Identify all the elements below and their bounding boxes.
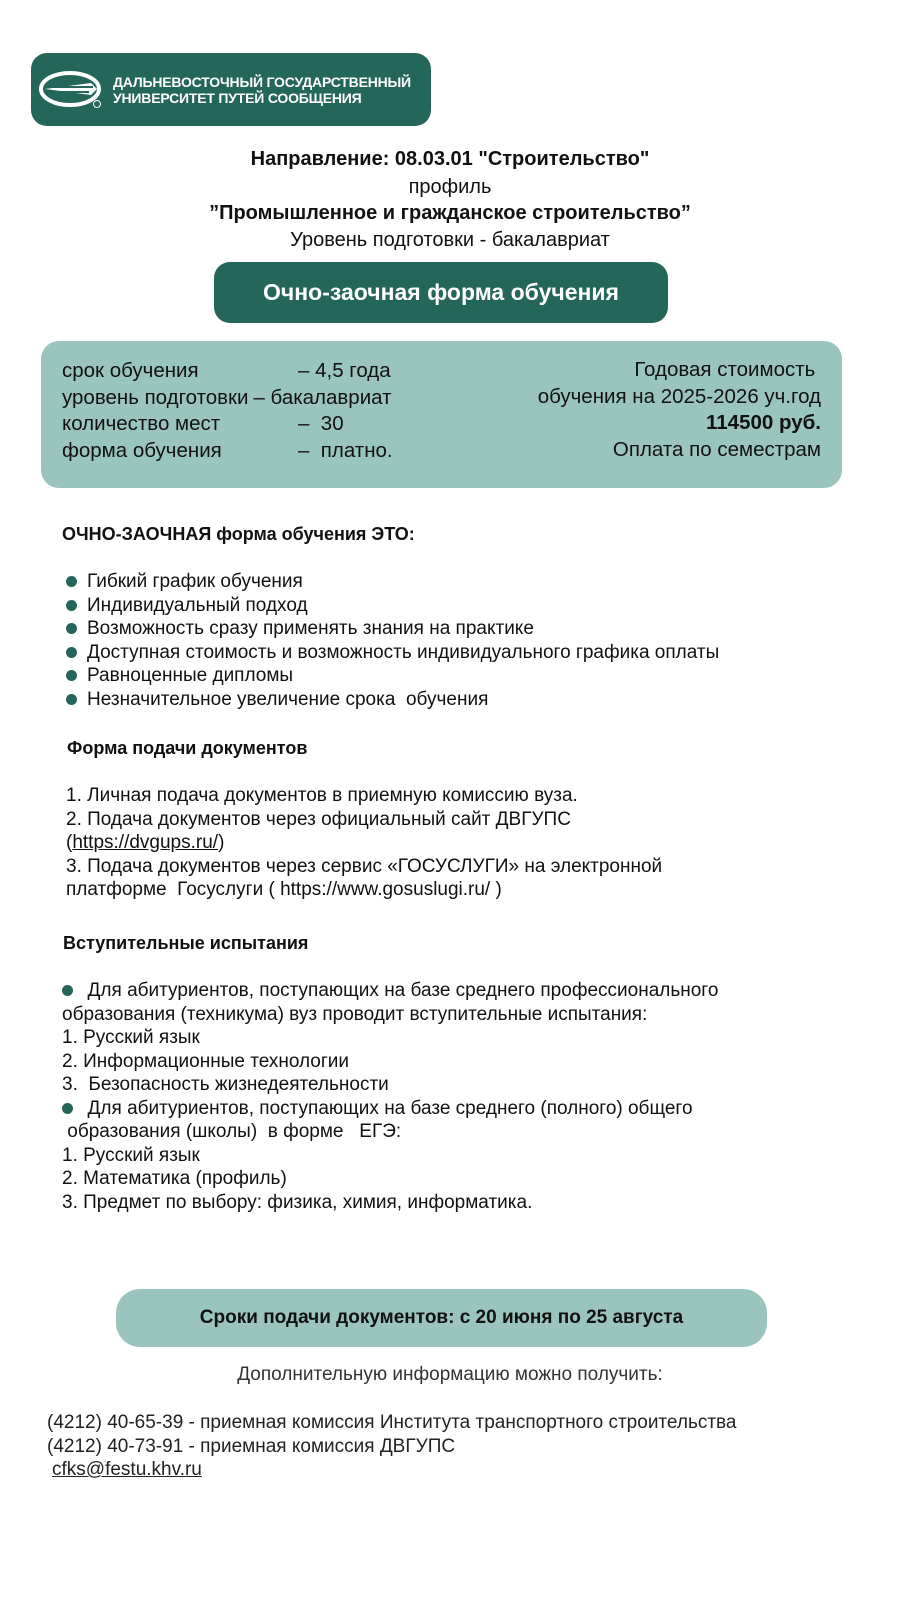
list-item xyxy=(66,617,719,641)
fact-key: уровень подготовки xyxy=(62,385,249,409)
exam-item: 1. Русский язык xyxy=(62,1144,200,1166)
fact-value: – 30 xyxy=(298,412,344,435)
benefits-title: ОЧНО-ЗАОЧНАЯ форма обучения ЭТО: xyxy=(62,524,415,544)
fact-value: – бакалавриат xyxy=(253,385,392,409)
price-line-2: обучения на 2025-2026 уч.год xyxy=(537,384,821,408)
profile-name: ”Промышленное и гражданское строительство” xyxy=(209,202,691,224)
facts-list xyxy=(62,358,393,464)
fact-form xyxy=(62,438,393,465)
bullet-icon xyxy=(66,600,77,611)
bullet-icon xyxy=(66,694,77,705)
paren-close: ) xyxy=(218,832,225,853)
exam-item: 2. Математика (профиль) xyxy=(62,1168,287,1189)
level-text: Уровень подготовки - бакалавриат xyxy=(290,229,610,251)
fact-seats xyxy=(62,411,393,438)
documents-item-2: 2. Подача документов через официальный сайт ДВГУПС xyxy=(66,808,571,830)
benefit-text: Доступная стоимость и возможность индивидуального графика оплаты xyxy=(87,641,720,663)
profile-label: профиль xyxy=(408,176,492,198)
deadline-banner: Сроки подачи документов: с 20 июня по 25 августа xyxy=(116,1289,767,1347)
fact-value: – 4,5 года xyxy=(298,359,391,382)
fact-duration xyxy=(62,358,393,385)
price-amount xyxy=(538,410,821,437)
exam-item: 1. Русский язык xyxy=(62,1027,200,1048)
price-line-4: Оплата по семестрам xyxy=(612,437,821,461)
documents-item-3-line-2: платформе Госуслуги ( https://www.gosuslugi.ru/ ) xyxy=(66,879,502,900)
bullet-icon xyxy=(62,985,73,996)
list-item xyxy=(66,570,719,594)
bullet-icon xyxy=(66,576,77,587)
logo-text xyxy=(113,74,411,106)
benefit-text: Равноценные дипломы xyxy=(87,665,294,686)
price-block xyxy=(538,357,821,463)
list-item xyxy=(66,688,719,712)
exam-group-2-line-1: Для абитуриентов, поступающих на базе среднего (полного) общего xyxy=(77,1097,693,1119)
paren-open: ( xyxy=(66,832,73,853)
dvgups-link[interactable]: https://dvgups.ru/ xyxy=(72,832,219,853)
benefit-text: Возможность сразу применять знания на практике xyxy=(87,618,534,639)
exam-item: 2. Информационные технологии xyxy=(62,1050,350,1072)
benefits-list xyxy=(66,570,719,711)
list-item xyxy=(66,641,719,665)
benefit-text: Индивидуальный подход xyxy=(87,594,308,616)
fact-key: срок обучения xyxy=(62,359,199,382)
documents-list xyxy=(66,784,662,902)
exam-item: 3. Предмет по выбору: физика, химия, информатика. xyxy=(62,1191,533,1213)
exam-group-2-header xyxy=(62,1097,718,1121)
list-item xyxy=(66,664,719,688)
documents-item-2-link-line xyxy=(66,831,662,855)
benefit-text: Незначительное увеличение срока обучения xyxy=(87,688,489,710)
contacts-block xyxy=(47,1411,737,1482)
exams-list xyxy=(62,979,718,1214)
email-link[interactable]: cfks@festu.khv.ru xyxy=(52,1459,202,1480)
university-logo xyxy=(31,53,431,126)
list-item xyxy=(66,594,719,618)
fact-key: количество мест xyxy=(62,412,221,435)
documents-title: Форма подачи документов xyxy=(67,738,308,758)
study-form-badge: Очно-заочная форма обучения xyxy=(214,262,668,323)
exam-group-1-line-1: Для абитуриентов, поступающих на базе среднего профессионального xyxy=(77,980,719,1001)
bullet-icon xyxy=(66,623,77,634)
documents-item-1: 1. Личная подача документов в приемную комиссию вуза. xyxy=(66,785,578,806)
exam-item: 3. Безопасность жизнедеятельности xyxy=(62,1074,389,1095)
fact-key: форма обучения xyxy=(62,438,222,462)
fact-value: – платно. xyxy=(298,438,393,462)
railway-emblem-icon xyxy=(39,69,103,111)
logo-line-2: УНИВЕРСИТЕТ ПУТЕЙ СООБЩЕНИЯ xyxy=(113,89,362,106)
phone-admissions: (4212) 40-73-91 - приемная комиссия ДВГУПС xyxy=(47,1435,456,1457)
direction-title: Направление: 08.03.01 "Строительство" xyxy=(250,148,650,170)
more-info-text: Дополнительную информацию можно получить: xyxy=(237,1364,663,1385)
fact-level xyxy=(62,385,393,412)
exams-title: Вступительные испытания xyxy=(63,933,309,953)
exam-group-1-header xyxy=(62,979,718,1003)
logo-line-1: ДАЛЬНЕВОСТОЧНЫЙ ГОСУДАРСТВЕННЫЙ xyxy=(113,73,411,90)
exam-group-1-line-2: образования (техникума) вуз проводит вступительные испытания: xyxy=(62,1003,648,1025)
documents-item-3-line-1: 3. Подача документов через сервис «ГОСУСЛУГИ» на электронной xyxy=(66,855,663,877)
price-amount-value: 114500 руб. xyxy=(706,411,821,434)
bullet-icon xyxy=(66,647,77,658)
benefit-text: Гибкий график обучения xyxy=(87,571,303,592)
phone-institute: (4212) 40-65-39 - приемная комиссия Института транспортного строительства xyxy=(47,1412,737,1433)
bullet-icon xyxy=(66,670,77,681)
price-line-1: Годовая стоимость xyxy=(634,358,821,381)
bullet-icon xyxy=(62,1103,73,1114)
exam-group-2-line-2: образования (школы) в форме ЕГЭ: xyxy=(62,1121,402,1142)
